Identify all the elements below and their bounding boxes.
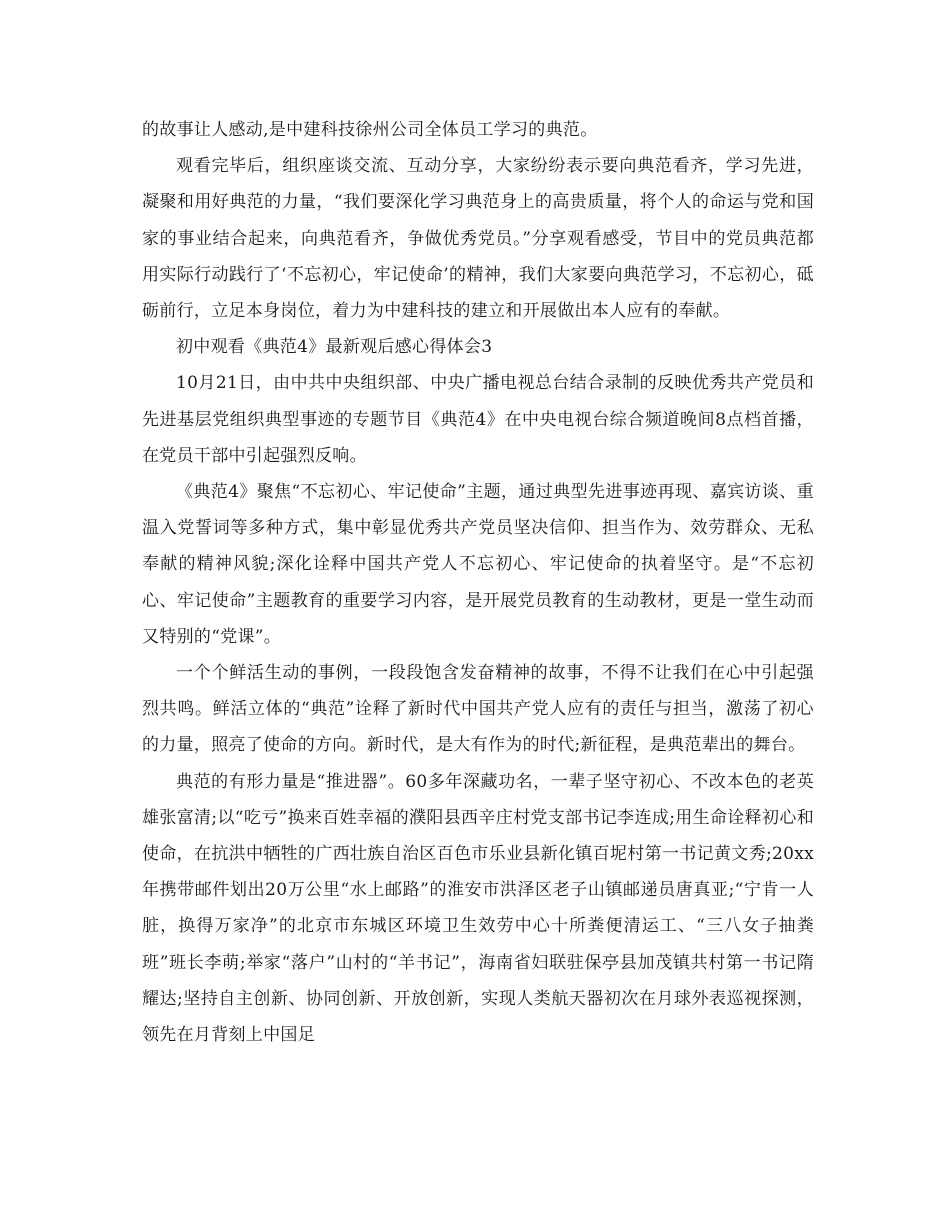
paragraph-2: 观看完毕后，组织座谈交流、互动分享，大家纷纷表示要向典范看齐，学习先进，凝聚和用好典范的力量，“我们要深化学习典范身上的高贵质量，将个人的命运与党和国家的事业结合起来，向典范看齐，争做优秀党员。”分享观看感受，节目中的党员典范都用实际行动践行了‘不忘初心，牢记使命’的精神，我们大家要向典范学习，不忘初心，砥砺前行，立足本身岗位，着力为中建科技的建立和开展做出本人应有的奉献。 [142, 156, 814, 322]
paragraph-3: 10月21日，由中共中央组织部、中央广播电视总台结合录制的反映优秀共产党员和先进基层党组织典型事迹的专题节目《典范4》在中央电视台综合频道晚间8点档首播，在党员干部中引起强烈反响。 [142, 373, 814, 466]
paragraph-5: 一个个鲜活生动的事例，一段段饱含发奋精神的故事，不得不让我们在心中引起强烈共鸣。鲜活立体的“典范”诠释了新时代中国共产党人应有的责任与担当，激荡了初心的力量，照亮了使命的方向。新时代，是大有作为的时代;新征程，是典范辈出的舞台。 [142, 663, 814, 756]
document-body [142, 112, 814, 1053]
paragraph-4: 《典范4》聚焦“不忘初心、牢记使命”主题，通过典型先进事迹再现、嘉宾访谈、重温入党誓词等多种方式，集中彰显优秀共产党员坚决信仰、担当作为、效劳群众、无私奉献的精神风貌;深化诠释中国共产党人不忘初心、牢记使命的执着坚守。是“不忘初心、牢记使命”主题教育的重要学习内容，是开展党员教育的生动教材，更是一堂生动而又特别的“党课”。 [142, 482, 814, 647]
paragraph-1: 的故事让人感动,是中建科技徐州公司全体员工学习的典范。 [142, 120, 598, 140]
section-heading: 初中观看《典范4》最新观后感心得体会3 [176, 337, 493, 358]
paragraph-6: 典范的有形力量是“推进器”。60多年深藏功名，一辈子坚守初心、不改本色的老英雄张富清;以“吃亏”换来百姓幸福的濮阳县西辛庄村党支部书记李连成;用生命诠释初心和使命，在抗洪中牺牲的广西壮族自治区百色市乐业县新化镇百坭村第一书记黄文秀;20xx年携带邮件划出20万公里“水上邮路”的淮安市洪泽区老子山镇邮递员唐真亚;“宁肯一人脏，换得万家净”的北京市东城区环境卫生效劳中心十所粪便清运工、“三八女子抽粪班”班长李萌;举家“落户”山村的“羊书记”，海南省妇联驻保亭县加茂镇共村第一书记隋耀达;坚持自主创新、协同创新、开放创新，实现人类航天器初次在月球外表巡视探测，领先在月背刻上中国足 [142, 771, 814, 1046]
